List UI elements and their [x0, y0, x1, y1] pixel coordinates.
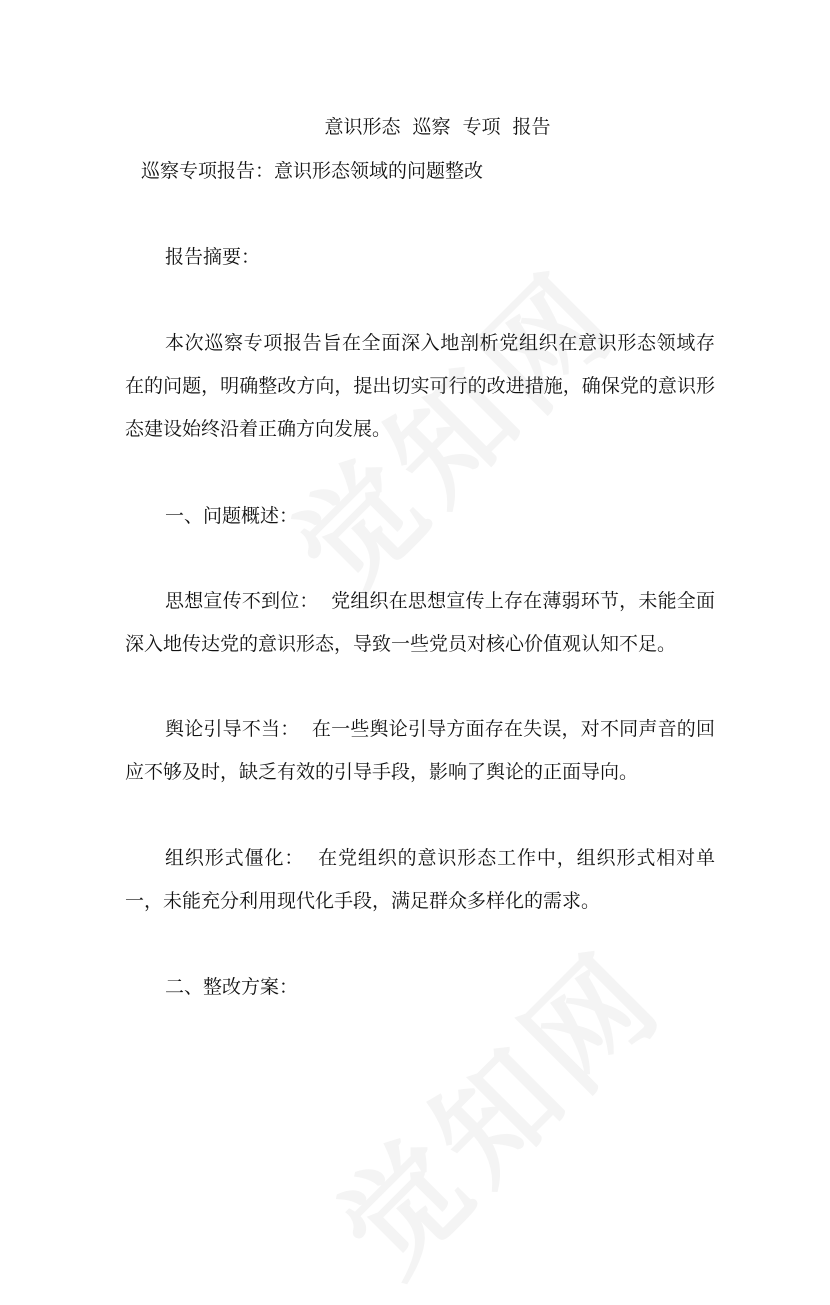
document-subtitle: 巡察专项报告：意识形态领域的问题整改: [141, 160, 484, 182]
issue-paragraph-public-opinion: 舆论引导不当： 在一些舆论引导方面存在失误，对不同声音的回应不够及时，缺乏有效的引导手段，影响了舆论的正面导向。: [125, 718, 715, 783]
summary-body: 本次巡察专项报告旨在全面深入地剖析党组织在意识形态领域存在的问题，明确整改方向，提出切实可行的改进措施，确保党的意识形态建设始终沿着正确方向发展。: [125, 332, 715, 440]
section-1-heading: 一、问题概述：: [165, 505, 299, 527]
section-2-heading: 二、整改方案：: [165, 976, 299, 998]
summary-label: 报告摘要：: [165, 246, 261, 268]
issue-paragraph-organization: 组织形式僵化： 在党组织的意识形态工作中，组织形式相对单一，未能充分利用现代化手段，满足群众多样化的需求。: [125, 847, 715, 912]
document-title: 意识形态 巡察 专项 报告: [324, 116, 551, 138]
issue-paragraph-propaganda: 思想宣传不到位： 党组织在思想宣传上存在薄弱环节，未能全面深入地传达党的意识形态，导致一些党员对核心价值观认知不足。: [125, 590, 715, 655]
